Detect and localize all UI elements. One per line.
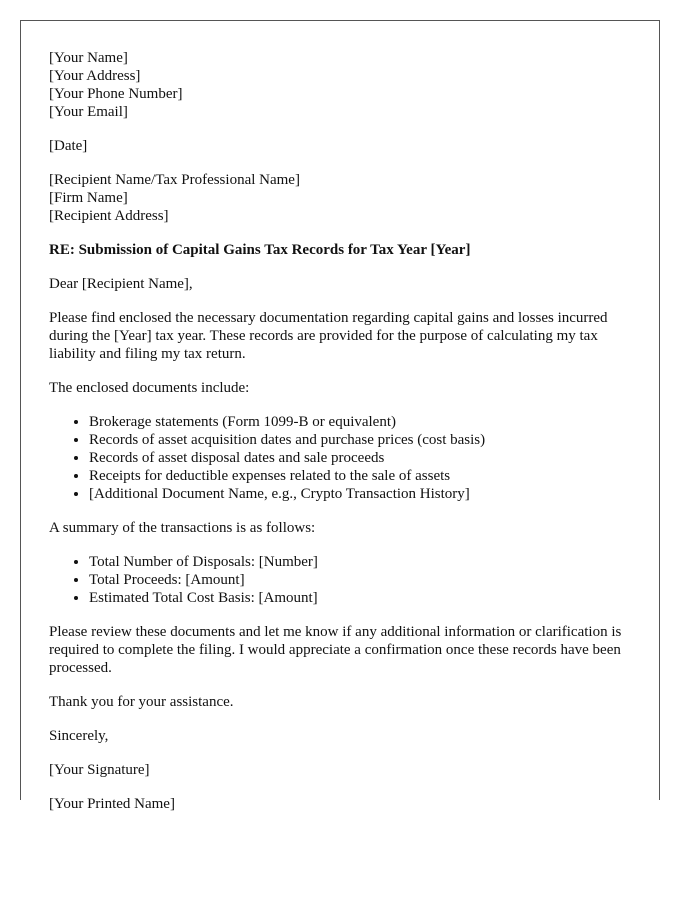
salutation: Dear [Recipient Name], bbox=[49, 276, 193, 292]
sender-phone: [Your Phone Number] bbox=[49, 86, 183, 102]
summary-list bbox=[49, 553, 631, 607]
list-item: • Brokerage statements (Form 1099-B or equivalent) bbox=[89, 413, 631, 431]
sender-name: [Your Name] bbox=[49, 50, 128, 66]
list-item: • [Additional Document Name, e.g., Crypto Transaction History] bbox=[89, 485, 631, 503]
list-item: • Records of asset disposal dates and sale proceeds bbox=[89, 449, 631, 467]
subject-line: RE: Submission of Capital Gains Tax Records for Tax Year [Year] bbox=[49, 242, 471, 258]
thanks-line: Thank you for your assistance. bbox=[49, 694, 234, 710]
list-item: • Total Number of Disposals: [Number] bbox=[89, 553, 631, 571]
review-paragraph: Please review these documents and let me know if any additional information or clarification is required to complete the filing. I would appreciate a confirmation once these records have been processed. bbox=[49, 624, 622, 676]
letter-page bbox=[20, 20, 660, 812]
recipient-firm: [Firm Name] bbox=[49, 190, 128, 206]
recipient-block bbox=[49, 171, 631, 225]
sender-address: [Your Address] bbox=[49, 68, 141, 84]
intro-paragraph: Please find enclosed the necessary documentation regarding capital gains and losses incurred during the [Year] tax year. These records are provided for the purpose of calculating my tax liability and filing my tax return. bbox=[49, 310, 608, 362]
documents-list bbox=[49, 413, 631, 503]
list-item: • Records of asset acquisition dates and purchase prices (cost basis) bbox=[89, 431, 631, 449]
letter-date: [Date] bbox=[49, 138, 88, 154]
recipient-name: [Recipient Name/Tax Professional Name] bbox=[49, 172, 300, 188]
sender-email: [Your Email] bbox=[49, 104, 128, 120]
summary-intro: A summary of the transactions is as follows: bbox=[49, 520, 316, 536]
signature-line: [Your Signature] bbox=[49, 762, 150, 778]
closing-line: Sincerely, bbox=[49, 728, 109, 744]
list-item: • Receipts for deductible expenses related to the sale of assets bbox=[89, 467, 631, 485]
recipient-address: [Recipient Address] bbox=[49, 208, 169, 224]
printed-name-line: [Your Printed Name] bbox=[49, 796, 175, 812]
list-item: • Estimated Total Cost Basis: [Amount] bbox=[89, 589, 631, 607]
list-item: • Total Proceeds: [Amount] bbox=[89, 571, 631, 589]
sender-block bbox=[49, 49, 631, 121]
documents-intro: The enclosed documents include: bbox=[49, 380, 250, 396]
